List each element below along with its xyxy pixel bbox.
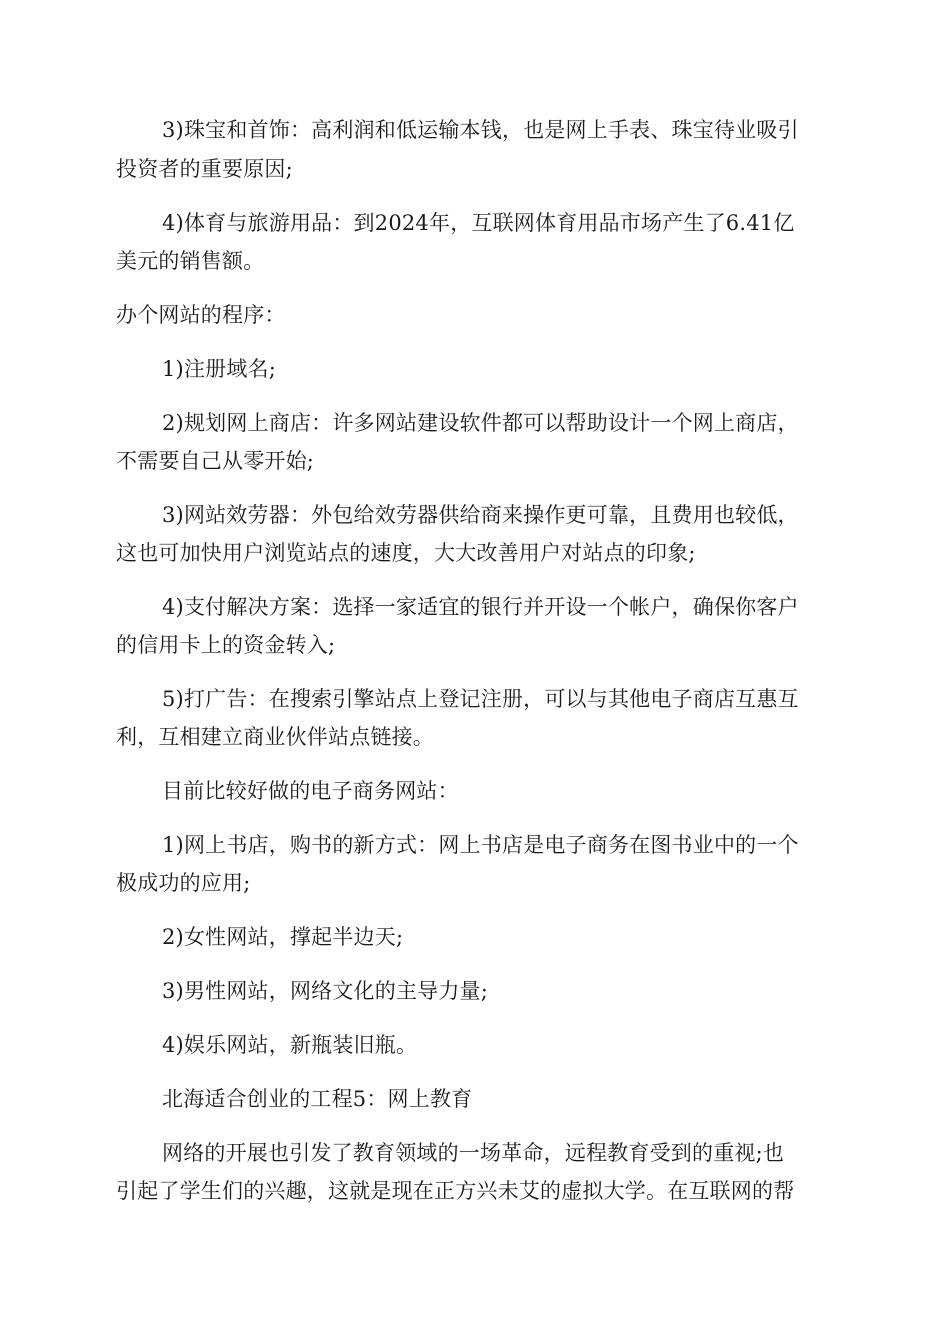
list-item: 2)女性网站，撑起半边天; — [162, 925, 404, 949]
paragraph-line: 美元的销售额。 — [116, 249, 265, 273]
list-item: 1)注册域名; — [162, 357, 277, 381]
paragraph-line: 3)珠宝和首饰：高利润和低运输本钱，也是网上手表、珠宝待业吸引 — [162, 118, 799, 142]
section-heading: 北海适合创业的工程5：网上教育 — [162, 1087, 473, 1111]
paragraph-line: 5)打广告：在搜索引擎站点上登记注册，可以与其他电子商店互惠互 — [162, 687, 799, 711]
paragraph-line: 网络的开展也引发了教育领域的一场革命，远程教育受到的重视;也 — [162, 1141, 785, 1165]
list-item: 4)娱乐网站，新瓶装旧瓶。 — [162, 1033, 418, 1057]
list-item: 3)男性网站，网络文化的主导力量; — [162, 979, 489, 1003]
section-heading: 目前比较好做的电子商务网站： — [162, 779, 459, 803]
paragraph-line: 极成功的应用; — [116, 871, 251, 895]
section-heading: 办个网站的程序： — [116, 303, 286, 327]
paragraph-line: 这也可加快用户浏览站点的速度，大大改善用户对站点的印象; — [116, 541, 696, 565]
paragraph-line: 1)网上书店，购书的新方式：网上书店是电子商务在图书业中的一个 — [162, 833, 799, 857]
paragraph-line: 4)体育与旅游用品：到2024年，互联网体育用品市场产生了6.41亿 — [162, 211, 795, 235]
paragraph-line: 引起了学生们的兴趣，这就是现在正方兴未艾的虚拟大学。在互联网的帮 — [116, 1179, 795, 1203]
paragraph-line: 3)网站效劳器：外包给效劳器供给商来操作更可靠，且费用也较低， — [162, 503, 799, 527]
paragraph-line: 4)支付解决方案：选择一家适宜的银行并开设一个帐户，确保你客户 — [162, 595, 799, 619]
paragraph-line: 2)规划网上商店：许多网站建设软件都可以帮助设计一个网上商店， — [162, 411, 799, 435]
paragraph-line: 不需要自己从零开始; — [116, 449, 315, 473]
paragraph-line: 利，互相建立商业伙伴站点链接。 — [116, 725, 434, 749]
paragraph-line: 投资者的重要原因; — [116, 157, 293, 181]
paragraph-line: 的信用卡上的资金转入; — [116, 633, 336, 657]
